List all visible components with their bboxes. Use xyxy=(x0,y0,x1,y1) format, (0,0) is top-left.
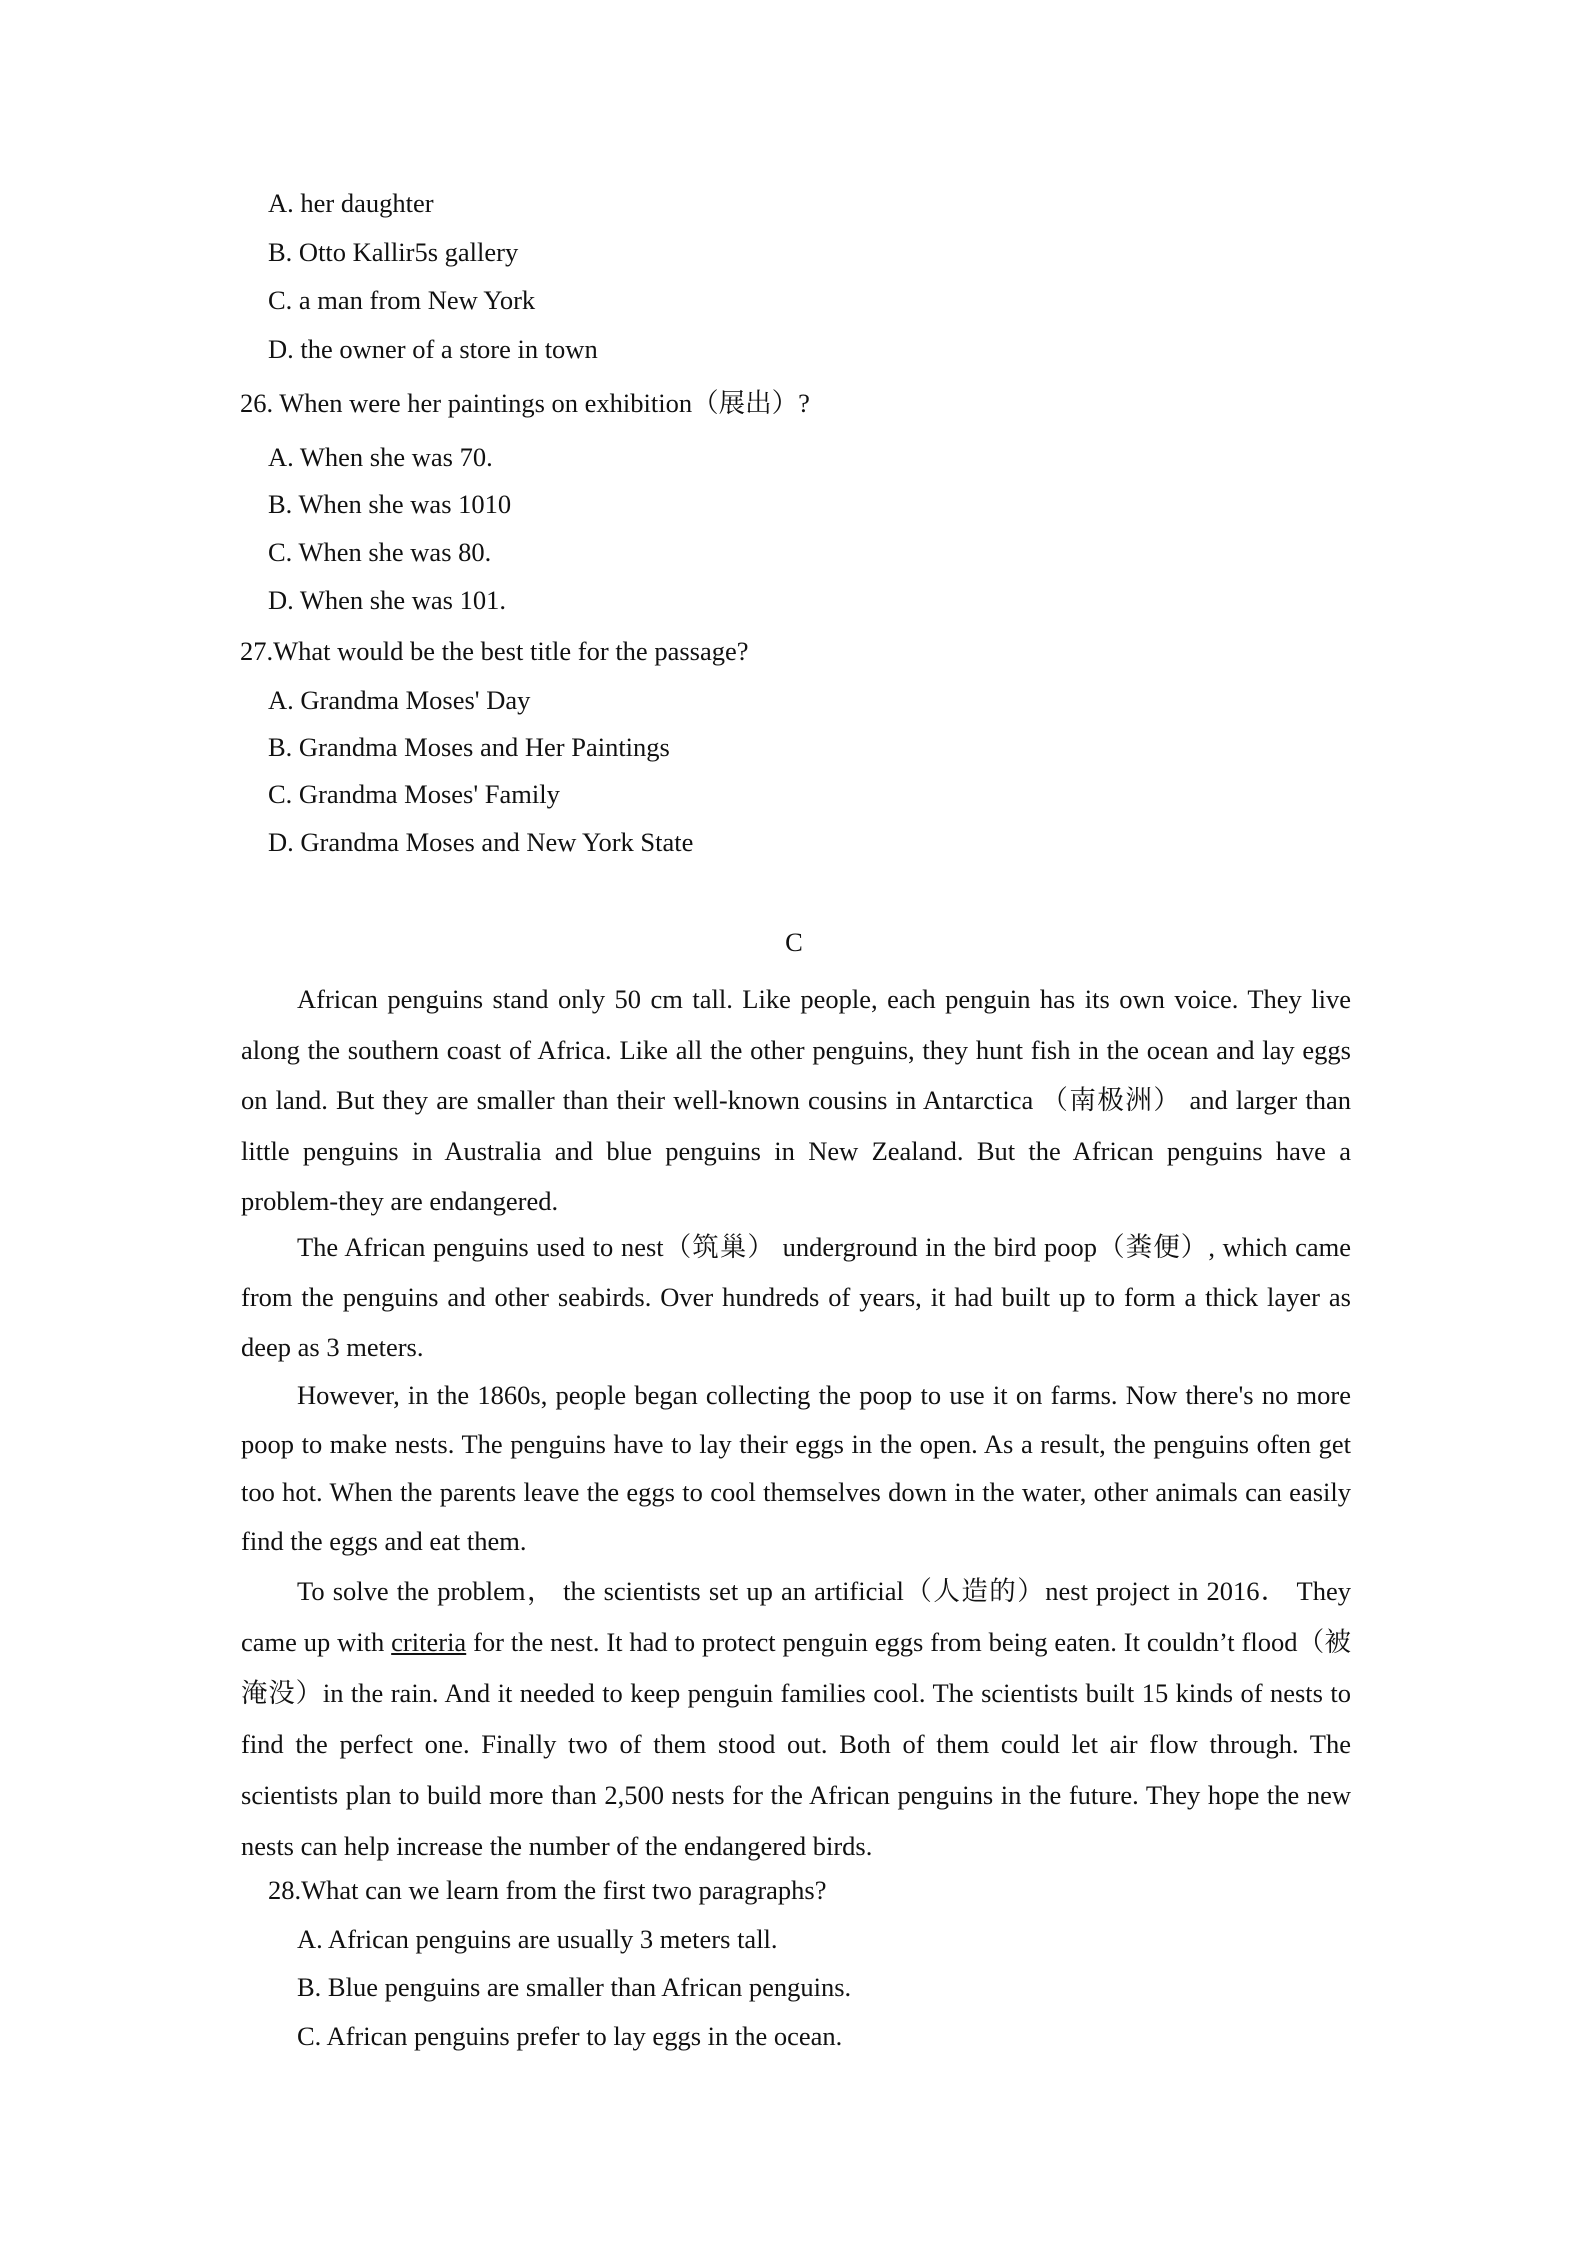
q27-option-d: D. Grandma Moses and New York State xyxy=(268,827,694,857)
passage-paragraph-4 xyxy=(241,1566,1351,1872)
q25-option-c: C. a man from New York xyxy=(268,285,536,315)
q26-option-c: C. When she was 80. xyxy=(268,537,492,567)
q28-option-c: C. African penguins prefer to lay eggs in the ocean. xyxy=(297,2021,843,2051)
q25-option-b: B. Otto Kallir5s gallery xyxy=(268,237,519,267)
passage-paragraph-2: The African penguins used to nest（筑巢） underground in the bird poop（粪便）, which came from the penguins and other seabirds. Over hundreds of years, it had built up to form a thick layer as deep as 3 meters. xyxy=(241,1232,1351,1362)
paragraph-4-text-start: To solve the problem， the scientists set up an artificial（人造的）nest project in 2016． They came up with xyxy=(241,1576,1351,1657)
q28-option-b: B. Blue penguins are smaller than African penguins. xyxy=(297,1972,852,2002)
q26-option-a: A. When she was 70. xyxy=(268,442,493,472)
q28-option-a: A. African penguins are usually 3 meters tall. xyxy=(297,1924,778,1954)
passage-paragraph-1: African penguins stand only 50 cm tall. Like people, each penguin has its own voice. They live along the southern coast of Africa. Like all the other penguins, they hunt fish in the ocean and lay eggs on land. But they are smaller than their well-known cousins in Antarctica （南极洲） and larger than little penguins in Australia and blue penguins in New Zealand. But the African penguins have a problem-they are endangered. xyxy=(241,984,1351,1216)
q27-option-b: B. Grandma Moses and Her Paintings xyxy=(268,732,670,762)
q27-stem: 27.What would be the best title for the passage? xyxy=(240,636,749,666)
q26-option-d: D. When she was 101. xyxy=(268,585,506,615)
paragraph-4-text-end: for the nest. It had to protect penguin eggs from being eaten. It couldn’t flood（被淹没）in the rain. And it needed to keep penguin families cool. The scientists built 15 kinds of nests to find the perfect one. Finally two of them stood out. Both of them could let air flow through. The scientists plan to build more than 2,500 nests for the African penguins in the future. They hope the new nests can help increase the number of the endangered birds. xyxy=(241,1627,1351,1861)
q27-option-a: A. Grandma Moses' Day xyxy=(268,685,531,715)
q28-stem: 28.What can we learn from the first two paragraphs? xyxy=(268,1875,827,1905)
q26-option-b: B. When she was 1010 xyxy=(268,489,512,519)
q26-stem: 26. When were her paintings on exhibition（展出）? xyxy=(240,388,810,418)
q25-option-d: D. the owner of a store in town xyxy=(268,334,598,364)
q27-option-c: C. Grandma Moses' Family xyxy=(268,779,560,809)
underlined-word-criteria: criteria xyxy=(391,1627,467,1657)
passage-paragraph-3: However, in the 1860s, people began collecting the poop to use it on farms. Now there's no more poop to make nests. The penguins have to lay their eggs in the open. As a result, the penguins often get too hot. When the parents leave the eggs to cool themselves down in the water, other animals can easily find the eggs and eat them. xyxy=(241,1380,1351,1556)
section-heading: C xyxy=(785,927,803,957)
q25-option-a: A. her daughter xyxy=(268,188,434,218)
